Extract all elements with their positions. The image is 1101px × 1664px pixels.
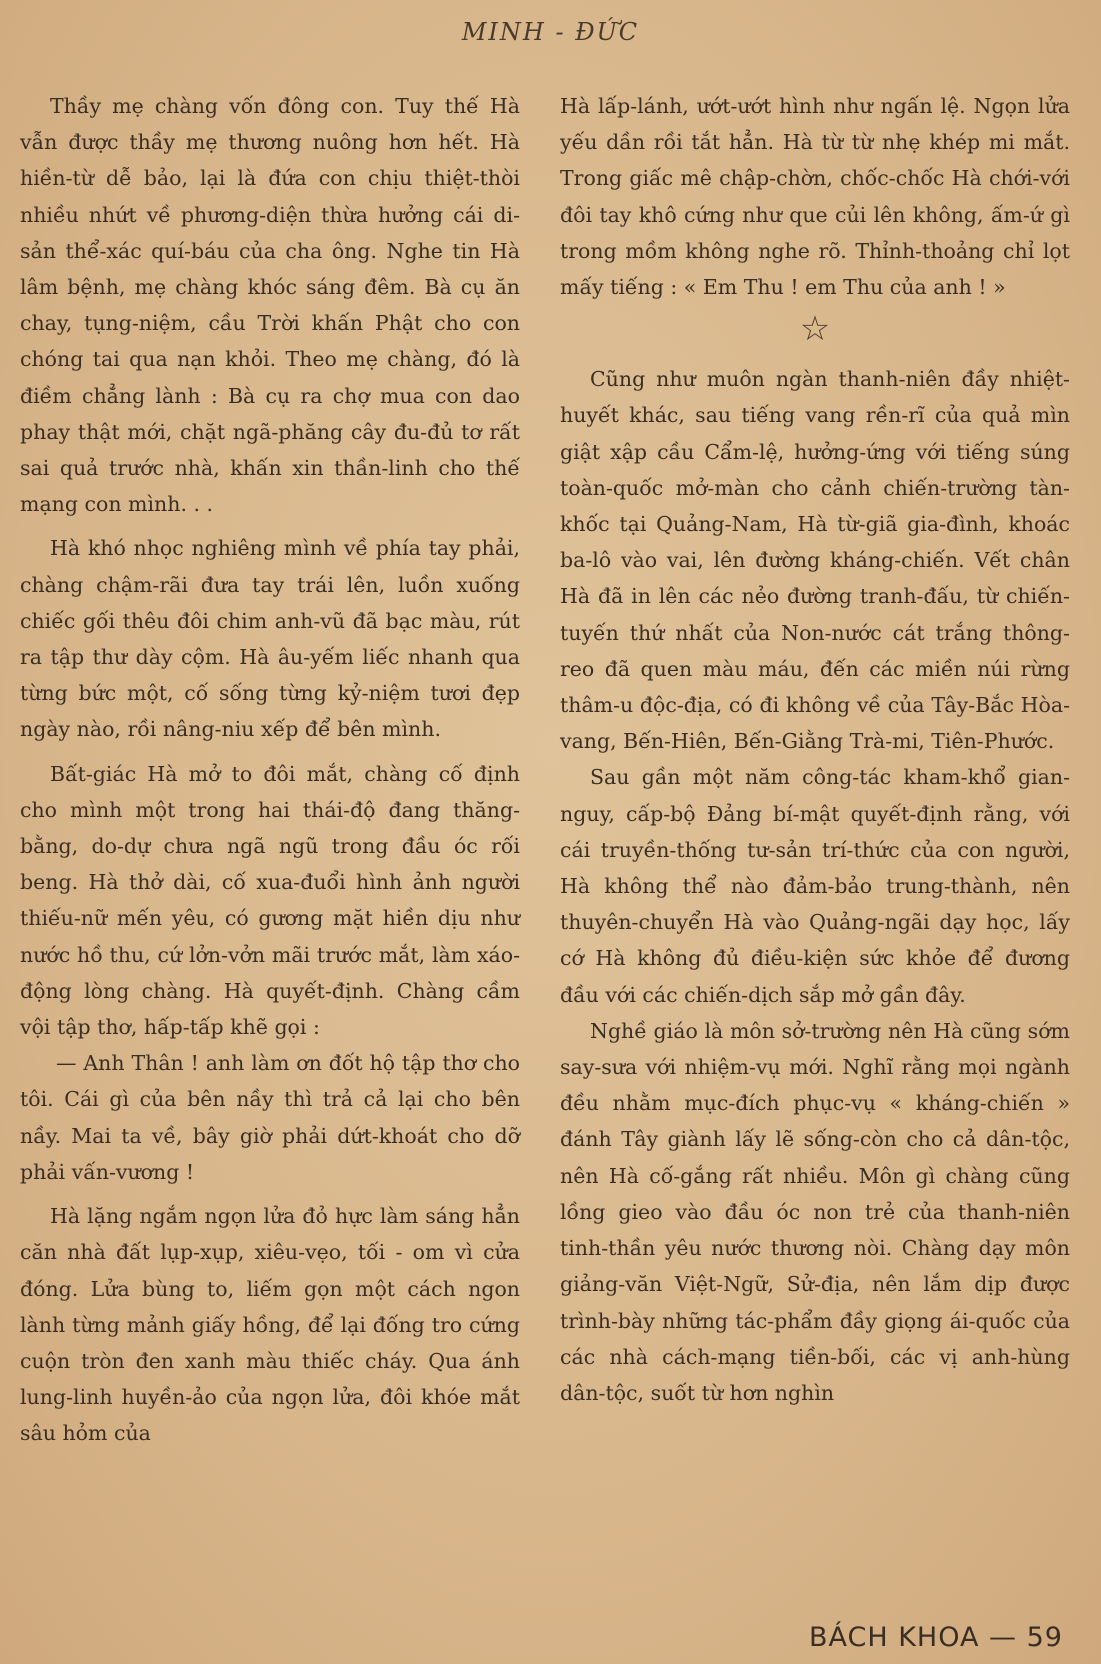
paragraph: Hà khó nhọc nghiêng mình về phía tay phải, chàng chậm-rãi đưa tay trái lên, luồn xuống chiếc gối thêu đôi chim anh-vũ đã bạc màu, rút ra tập thư dày cộm. Hà âu-yếm liếc nhanh qua từng bức một, cố sống từng kỷ-niệm tươi đẹp ngày nào, rồi nâng-niu xếp để bên mình. <box>20 536 520 742</box>
section-divider-star-icon: ☆ <box>799 309 831 350</box>
left-text-column <box>20 88 520 1452</box>
paragraph: Sau gần một năm công-tác kham-khổ gian-nguy, cấp-bộ Đảng bí-mật quyết-định rằng, với cái truyền-thống tư-sản trí-thức của con người, Hà không thể nào đảm-bảo trung-thành, nên thuyên-chuyển Hà vào Quảng-ngãi dạy học, lấy cớ Hà không đủ điều-kiện sức khỏe để đương đầu với các chiến-dịch sắp mở gần đây. <box>560 765 1070 1007</box>
paragraph: Thầy mẹ chàng vốn đông con. Tuy thế Hà vẫn được thầy mẹ thương nuông hơn hết. Hà hiền-từ dễ bảo, lại là đứa con chịu thiệt-thòi nhiều nhứt về phương-diện thừa hưởng cái di-sản thể-xác quí-báu của cha ông. Nghe tin Hà lâm bệnh, mẹ chàng khóc sáng đêm. Bà cụ ăn chay, tụng-niệm, cầu Trời khấn Phật cho con chóng tai qua nạn khỏi. Theo mẹ chàng, đó là điềm chẳng lành : Bà cụ ra chợ mua con dao phay thật mới, chặt ngã-phăng cây đu-đủ tơ rất sai quả trước nhà, khấn xin thần-linh cho thế mạng con mình. . . <box>20 94 520 517</box>
right-text-column <box>560 88 1070 1411</box>
page-footer: BÁCH KHOA — 59 <box>808 1622 1063 1653</box>
paragraph: Bất-giác Hà mở to đôi mắt, chàng cố định cho mình một trong hai thái-độ đang thăng-bằng, do-dự chưa ngã ngũ trong đầu óc rối beng. Hà thở dài, cố xua-đuổi hình ảnh người thiếu-nữ mến yêu, có gương mặt hiền dịu như nước hồ thu, cứ lởn-vởn mãi trước mắt, làm xáo-động lòng chàng. Hà quyết-định. Chàng cầm vội tập thơ, hấp-tấp khẽ gọi : <box>20 761 520 1040</box>
paragraph: Hà lấp-lánh, ướt-ướt hình như ngấn lệ. Ngọn lửa yếu dần rồi tắt hẳn. Hà từ từ nhẹ khép mi mắt. Trong giấc mê chập-chờn, chốc-chốc Hà chới-với đôi tay khô cứng như que củi lên không, ấm-ứ gì trong mồm không nghe rõ. Thỉnh-thoảng chỉ lọt mấy tiếng : « Em Thu ! em Thu của anh ! » <box>560 94 1070 300</box>
paragraph: Cũng như muôn ngàn thanh-niên đầy nhiệt-huyết khác, sau tiếng vang rền-rĩ của quả mìn giật xập cầu Cẩm-lệ, hưởng-ứng với tiếng súng toàn-quốc mở-màn cho cảnh chiến-trường tàn-khốc tại Quảng-Nam, Hà từ-giã gia-đình, khoác ba-lô vào vai, lên đường kháng-chiến. Vết chân Hà đã in lên các nẻo đường tranh-đấu, từ chiến-tuyến thứ nhất của Non-nước cát trắng thông-reo đã quen màu máu, đến các miền núi rừng thâm-u độc-địa, có đi không về của Tây-Bắc Hòa-vang, Bến-Hiên, Bến-Giằng Trà-mi, Tiên-Phước. <box>560 367 1070 754</box>
running-header: MINH - ĐỨC <box>461 18 640 46</box>
dialogue-paragraph: — Anh Thân ! anh làm ơn đốt hộ tập thơ cho tôi. Cái gì của bên nầy thì trả cả lại cho bên nầy. Mai ta về, bây giờ phải dứt-khoát cho dỡ phải vấn-vương ! <box>20 1051 520 1184</box>
paragraph: Nghề giáo là môn sở-trường nên Hà cũng sớm say-sưa với nhiệm-vụ mới. Nghĩ rằng mọi ngành đều nhằm mục-đích phục-vụ « kháng-chiến » đánh Tây giành lấy lẽ sống-còn cho cả dân-tộc, nên Hà cố-gắng rất nhiều. Môn gì chàng cũng lồng gieo vào đầu óc non trẻ của thanh-niên tinh-thần yêu nước thương nòi. Chàng dạy môn giảng-văn Việt-Ngữ, Sử-địa, nên lắm dịp được trình-bày những tác-phẩm đầy giọng ái-quốc của các nhà cách-mạng tiền-bối, các vị anh-hùng dân-tộc, suốt từ hơn nghìn <box>560 1018 1070 1405</box>
paragraph: Hà lặng ngắm ngọn lửa đỏ hực làm sáng hẳn căn nhà đất lụp-xụp, xiêu-vẹo, tối - om vì cửa đóng. Lửa bùng to, liếm gọn một cách ngon lành từng mảnh giấy hồng, để lại đống tro cứng cuộn tròn đen xanh màu thiếc cháy. Qua ánh lung-linh huyền-ảo của ngọn lửa, đôi khóe mắt sâu hỏm của <box>20 1204 520 1446</box>
